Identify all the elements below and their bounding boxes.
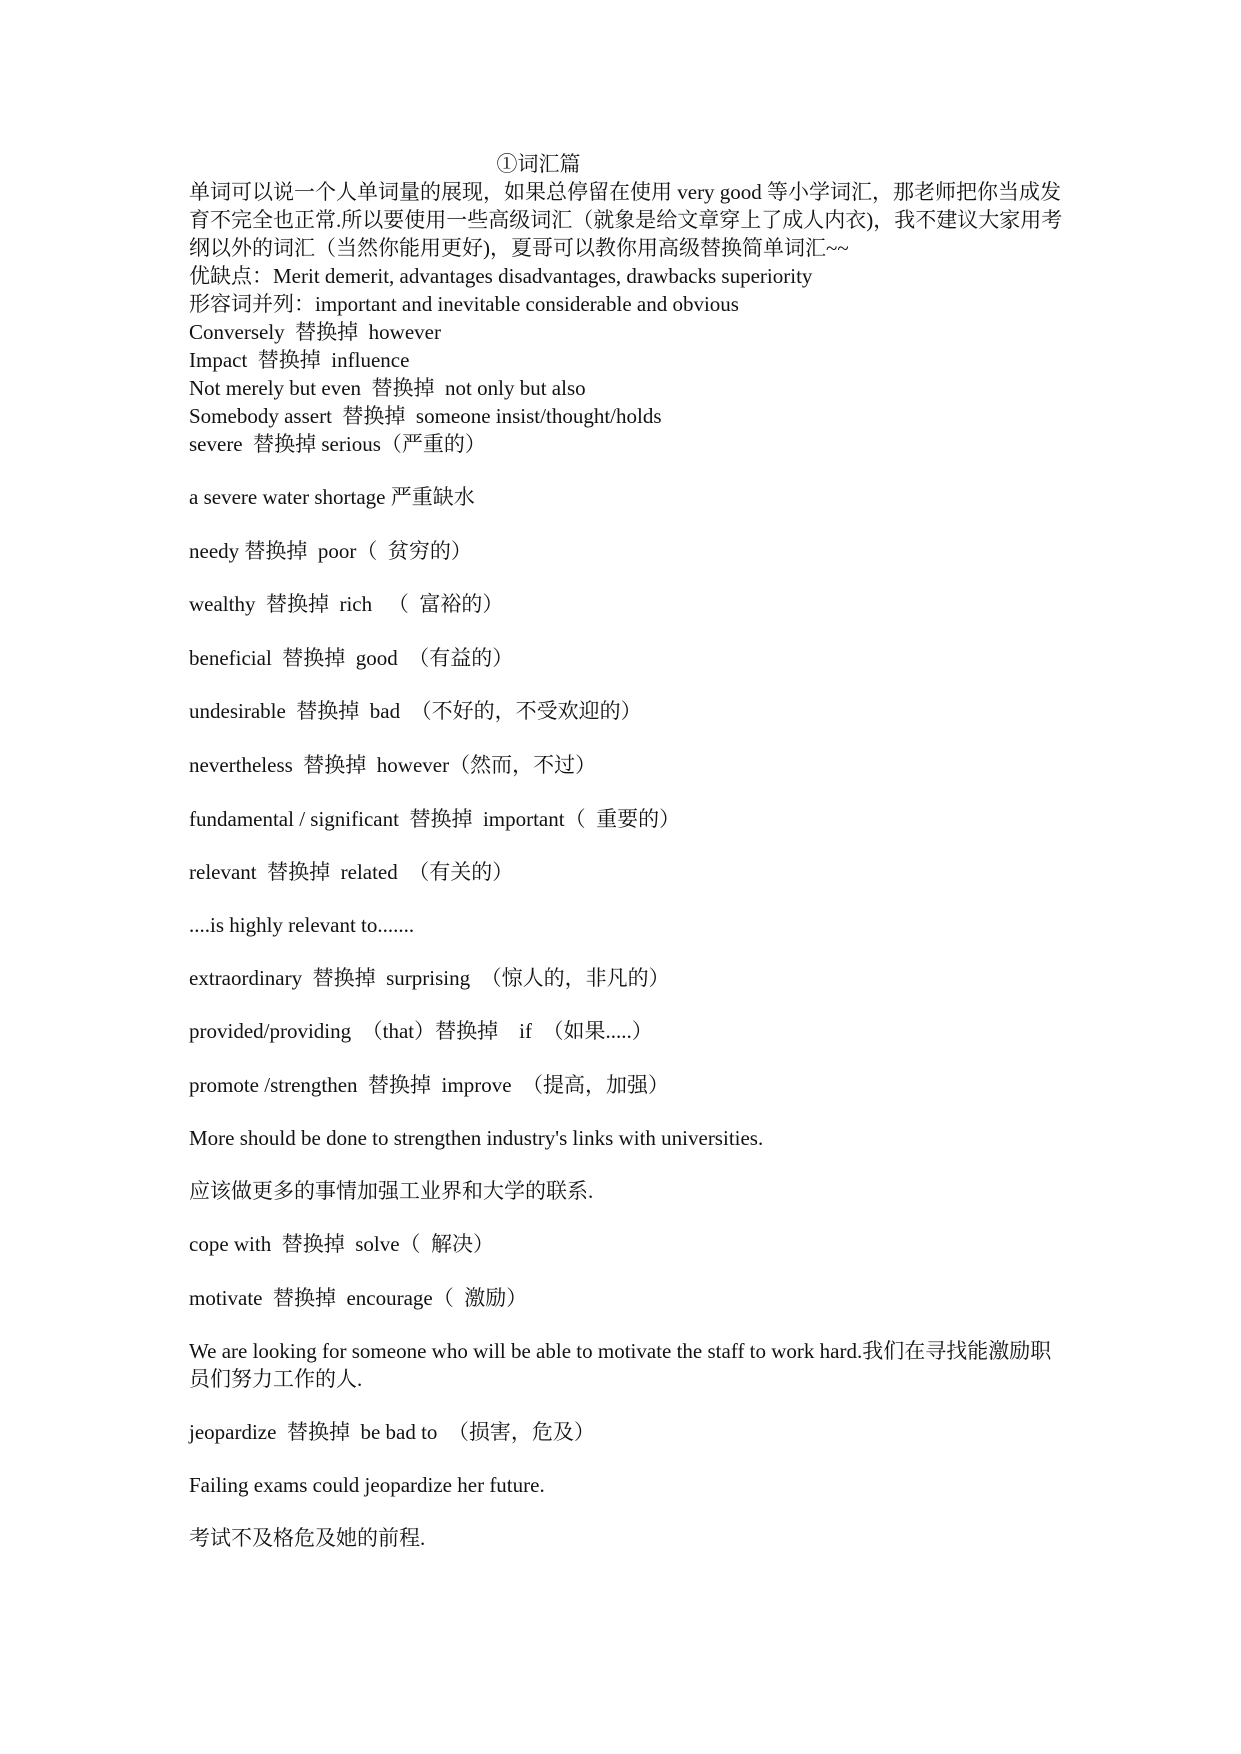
text-line-motivate: motivate 替换掉 encourage（ 激励） xyxy=(189,1286,528,1310)
text-line-nevertheless: nevertheless 替换掉 however（然而，不过） xyxy=(189,753,597,777)
text-line-impact: Impact 替换掉 influence xyxy=(189,348,410,372)
text-line-highly-relevant: ....is highly relevant to....... xyxy=(189,913,415,937)
text-line-example-motivate: We are looking for someone who will be able to motivate the staff to work hard.我们在寻找能激励职员们努力工作的人. xyxy=(189,1339,1052,1391)
text-line-provided: provided/providing （that）替换掉 if （如果.....） xyxy=(189,1019,653,1043)
section-title: ①词汇篇 xyxy=(496,152,581,176)
text-line-example-strengthen: More should be done to strengthen industry's links with universities. xyxy=(189,1126,764,1150)
text-line-cope-with: cope with 替换掉 solve（ 解决） xyxy=(189,1232,495,1256)
text-line-promote: promote /strengthen 替换掉 improve （提高，加强） xyxy=(189,1073,670,1097)
text-line-assert: Somebody assert 替换掉 someone insist/thought/holds xyxy=(189,404,662,428)
text-line-adjective-pairs: 形容词并列：important and inevitable considerable and obvious xyxy=(189,292,739,316)
text-line-pros-cons: 优缺点：Merit demerit, advantages disadvantages, drawbacks superiority xyxy=(189,264,813,288)
text-line-example-jeopardize: Failing exams could jeopardize her future. xyxy=(189,1473,545,1497)
text-line-wealthy: wealthy 替换掉 rich （ 富裕的） xyxy=(189,592,504,616)
text-line-fundamental: fundamental / significant 替换掉 important（ 重要的） xyxy=(189,807,681,831)
text-line-jeopardize: jeopardize 替换掉 be bad to （损害，危及） xyxy=(189,1420,595,1444)
text-line-beneficial: beneficial 替换掉 good （有益的） xyxy=(189,646,514,670)
text-line-example-strengthen-zh: 应该做更多的事情加强工业界和大学的联系. xyxy=(189,1179,594,1203)
text-line-water-shortage: a severe water shortage 严重缺水 xyxy=(189,485,475,509)
text-line-relevant: relevant 替换掉 related （有关的） xyxy=(189,860,514,884)
text-line-extraordinary: extraordinary 替换掉 surprising （惊人的，非凡的） xyxy=(189,966,670,990)
title-row xyxy=(0,150,1241,178)
text-line-example-jeopardize-zh: 考试不及格危及她的前程. xyxy=(189,1526,426,1550)
text-line-conversely: Conversely 替换掉 however xyxy=(189,320,441,344)
text-line-undesirable: undesirable 替换掉 bad （不好的，不受欢迎的） xyxy=(189,699,642,723)
intro-paragraph: 单词可以说一个人单词量的展现，如果总停留在使用 very good 等小学词汇，那老师把你当成发育不完全也正常.所以要使用一些高级词汇（就象是给文章穿上了成人内衣)，我不建议大家用考纲以外的词汇（当然你能用更好)，夏哥可以教你用高级替换简单词汇~~ xyxy=(189,180,1063,260)
text-line-not-merely: Not merely but even 替换掉 not only but also xyxy=(189,376,586,400)
text-line-severe: severe 替换掉 serious（严重的） xyxy=(189,432,486,456)
text-line-needy: needy 替换掉 poor（ 贫穷的） xyxy=(189,539,472,563)
